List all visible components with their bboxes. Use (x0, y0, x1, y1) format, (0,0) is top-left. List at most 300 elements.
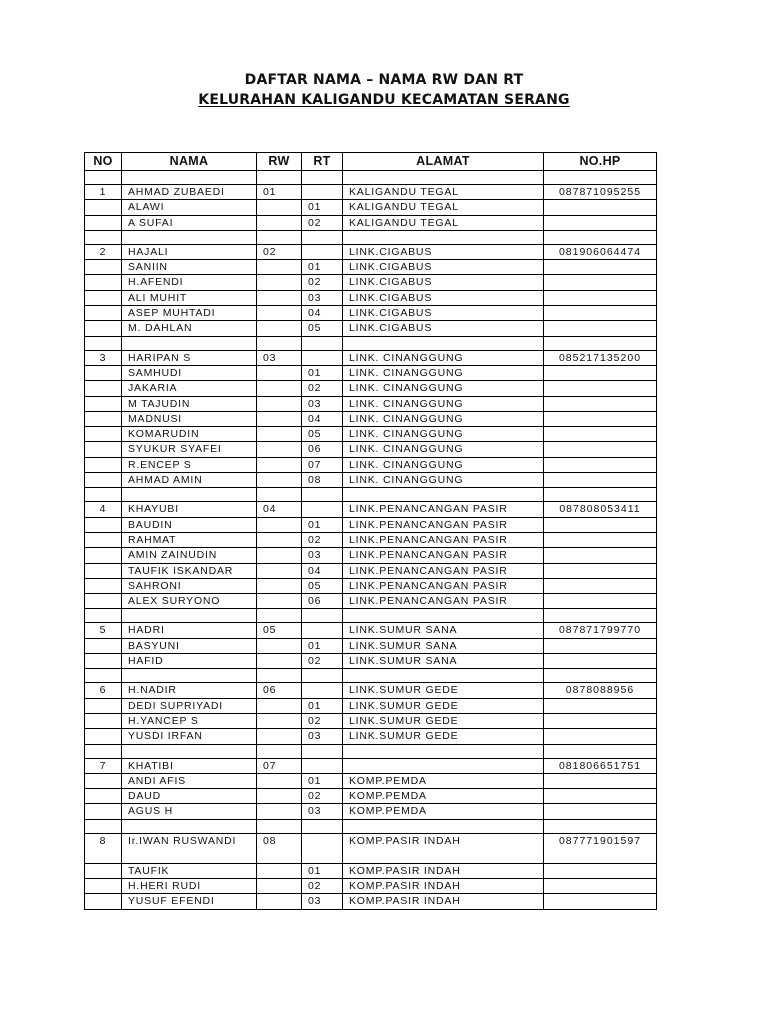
cell-nohp (544, 819, 657, 833)
cell-nama: SAHRONI (122, 578, 257, 593)
cell-rt: 01 (302, 517, 343, 532)
cell-alamat (343, 758, 544, 773)
cell-nama: SYUKUR SYAFEI (122, 442, 257, 457)
cell-no (85, 594, 122, 609)
cell-alamat: KALIGANDU TEGAL (343, 185, 544, 200)
document-title: DAFTAR NAMA – NAMA RW DAN RT (244, 72, 524, 88)
cell-alamat: KALIGANDU TEGAL (343, 215, 544, 230)
table-row (85, 819, 657, 833)
cell-rw (257, 638, 302, 653)
cell-rw (257, 609, 302, 623)
cell-rt (302, 744, 343, 758)
cell-no (85, 698, 122, 713)
table-row (85, 396, 657, 411)
cell-alamat: LINK.PENANCANGAN PASIR (343, 594, 544, 609)
cell-nama: TAUFIK ISKANDAR (122, 563, 257, 578)
cell-nama: TAUFIK (122, 863, 257, 878)
document-subtitle: KELURAHAN KALIGANDU KECAMATAN SERANG (198, 92, 570, 108)
cell-rt: 02 (302, 789, 343, 804)
cell-rt (302, 502, 343, 517)
cell-rt (302, 185, 343, 200)
cell-rt: 04 (302, 563, 343, 578)
cell-rw (257, 427, 302, 442)
cell-alamat: KOMP.PEMDA (343, 789, 544, 804)
cell-nohp: 081806651751 (544, 758, 657, 773)
cell-nama: BAUDIN (122, 517, 257, 532)
cell-no (85, 396, 122, 411)
cell-rw (257, 215, 302, 230)
cell-nohp (544, 275, 657, 290)
cell-alamat: LINK.PENANCANGAN PASIR (343, 578, 544, 593)
cell-nama (122, 336, 257, 350)
cell-nama: H.NADIR (122, 683, 257, 698)
cell-no (85, 654, 122, 669)
cell-rw (257, 442, 302, 457)
table-row (85, 457, 657, 472)
cell-nama: KHAYUBI (122, 502, 257, 517)
cell-alamat: LINK. CINANGGUNG (343, 473, 544, 488)
cell-rt (302, 758, 343, 773)
cell-no (85, 200, 122, 215)
cell-rw (257, 473, 302, 488)
cell-nohp (544, 894, 657, 909)
cell-rw (257, 698, 302, 713)
table-row (85, 290, 657, 305)
cell-nohp (544, 804, 657, 819)
cell-rw (257, 669, 302, 683)
table-row (85, 878, 657, 893)
cell-rt (302, 683, 343, 698)
cell-no (85, 669, 122, 683)
cell-rw (257, 804, 302, 819)
table-row (85, 502, 657, 517)
cell-rt: 06 (302, 442, 343, 457)
cell-no (85, 789, 122, 804)
table-row (85, 609, 657, 623)
cell-no: 5 (85, 623, 122, 638)
table-row (85, 548, 657, 563)
table-header-row (85, 153, 657, 171)
cell-rt: 01 (302, 365, 343, 380)
table-row (85, 744, 657, 758)
header-nohp: NO.HP (544, 153, 657, 171)
cell-nohp (544, 594, 657, 609)
cell-nohp: 087808053411 (544, 502, 657, 517)
cell-no (85, 548, 122, 563)
cell-rw (257, 789, 302, 804)
cell-no (85, 638, 122, 653)
cell-nohp: 087871095255 (544, 185, 657, 200)
cell-nama: A SUFAI (122, 215, 257, 230)
table-row (85, 230, 657, 244)
cell-nama: ANDI AFIS (122, 773, 257, 788)
cell-alamat: LINK.PENANCANGAN PASIR (343, 517, 544, 532)
cell-alamat: LINK.CIGABUS (343, 306, 544, 321)
cell-nama (122, 819, 257, 833)
cell-alamat: LINK.CIGABUS (343, 244, 544, 259)
cell-rt: 08 (302, 473, 343, 488)
cell-rw (257, 594, 302, 609)
table-row (85, 713, 657, 728)
rw-rt-table (84, 152, 657, 910)
cell-nohp (544, 488, 657, 502)
cell-nama (122, 488, 257, 502)
cell-no (85, 804, 122, 819)
cell-no (85, 713, 122, 728)
cell-nohp (544, 260, 657, 275)
cell-alamat: LINK. CINANGGUNG (343, 396, 544, 411)
cell-no (85, 894, 122, 909)
table-row (85, 336, 657, 350)
cell-rw (257, 729, 302, 744)
cell-no (85, 578, 122, 593)
table-row (85, 594, 657, 609)
cell-alamat (343, 488, 544, 502)
cell-nama: KOMARUDIN (122, 427, 257, 442)
cell-alamat: LINK. CINANGGUNG (343, 381, 544, 396)
table-body (85, 171, 657, 910)
table-row (85, 863, 657, 878)
cell-rw (257, 306, 302, 321)
cell-nama: ALEX SURYONO (122, 594, 257, 609)
cell-rw (257, 548, 302, 563)
cell-nama (122, 669, 257, 683)
cell-alamat: LINK.SUMUR GEDE (343, 729, 544, 744)
cell-nohp (544, 713, 657, 728)
cell-rw: 02 (257, 244, 302, 259)
cell-rw: 03 (257, 350, 302, 365)
cell-nama: R.ENCEP S (122, 457, 257, 472)
cell-rt: 02 (302, 215, 343, 230)
cell-rt: 01 (302, 773, 343, 788)
cell-alamat: LINK. CINANGGUNG (343, 442, 544, 457)
cell-nama: AHMAD ZUBAEDI (122, 185, 257, 200)
table-row (85, 669, 657, 683)
cell-alamat: LINK.CIGABUS (343, 290, 544, 305)
cell-no (85, 427, 122, 442)
cell-nama: Ir.IWAN RUSWANDI (122, 833, 257, 863)
cell-nohp (544, 669, 657, 683)
cell-rw (257, 457, 302, 472)
cell-rt: 01 (302, 698, 343, 713)
cell-rw (257, 517, 302, 532)
cell-rw (257, 744, 302, 758)
cell-rw: 07 (257, 758, 302, 773)
table-row (85, 758, 657, 773)
cell-no (85, 773, 122, 788)
cell-nama: H.YANCEP S (122, 713, 257, 728)
table-row (85, 473, 657, 488)
table-row (85, 275, 657, 290)
cell-no (85, 473, 122, 488)
cell-rt: 03 (302, 548, 343, 563)
cell-nama: HAJALI (122, 244, 257, 259)
cell-rw (257, 578, 302, 593)
cell-nohp (544, 698, 657, 713)
table-row (85, 563, 657, 578)
table-row (85, 411, 657, 426)
cell-rt: 02 (302, 878, 343, 893)
cell-rt: 06 (302, 594, 343, 609)
cell-alamat: KOMP.PASIR INDAH (343, 833, 544, 863)
cell-rw: 04 (257, 502, 302, 517)
cell-alamat: KOMP.PEMDA (343, 804, 544, 819)
cell-nama: H.HERI RUDI (122, 878, 257, 893)
cell-nohp (544, 290, 657, 305)
table-row (85, 200, 657, 215)
cell-nama: SANIIN (122, 260, 257, 275)
cell-rt: 03 (302, 729, 343, 744)
cell-no (85, 381, 122, 396)
cell-no (85, 230, 122, 244)
cell-alamat: LINK.SUMUR GEDE (343, 683, 544, 698)
cell-no (85, 365, 122, 380)
cell-rt (302, 833, 343, 863)
cell-no (85, 336, 122, 350)
cell-nohp (544, 215, 657, 230)
table-row (85, 427, 657, 442)
cell-nohp (544, 427, 657, 442)
cell-no (85, 819, 122, 833)
cell-rw: 01 (257, 185, 302, 200)
cell-nama: HARIPAN S (122, 350, 257, 365)
cell-nohp (544, 548, 657, 563)
cell-nama: AMIN ZAINUDIN (122, 548, 257, 563)
cell-alamat: LINK.CIGABUS (343, 275, 544, 290)
cell-alamat: LINK. CINANGGUNG (343, 350, 544, 365)
cell-no: 1 (85, 185, 122, 200)
cell-nohp (544, 230, 657, 244)
cell-no (85, 878, 122, 893)
table-row (85, 171, 657, 185)
table-row (85, 804, 657, 819)
cell-alamat: LINK. CINANGGUNG (343, 457, 544, 472)
cell-rt: 02 (302, 532, 343, 547)
cell-no (85, 729, 122, 744)
cell-nohp (544, 457, 657, 472)
cell-rt (302, 609, 343, 623)
cell-nohp (544, 306, 657, 321)
cell-rw (257, 290, 302, 305)
cell-no (85, 442, 122, 457)
cell-rw: 06 (257, 683, 302, 698)
cell-nohp: 081906064474 (544, 244, 657, 259)
cell-alamat: LINK.PENANCANGAN PASIR (343, 548, 544, 563)
cell-nohp (544, 563, 657, 578)
cell-rw (257, 381, 302, 396)
cell-rt: 01 (302, 863, 343, 878)
cell-alamat: KALIGANDU TEGAL (343, 200, 544, 215)
table-row (85, 789, 657, 804)
cell-rt: 01 (302, 260, 343, 275)
cell-no (85, 260, 122, 275)
cell-no (85, 411, 122, 426)
cell-rt (302, 623, 343, 638)
cell-rt: 04 (302, 411, 343, 426)
cell-nama: YUSDI IRFAN (122, 729, 257, 744)
cell-rt (302, 819, 343, 833)
table-row (85, 578, 657, 593)
cell-alamat: LINK. CINANGGUNG (343, 411, 544, 426)
cell-rt: 01 (302, 638, 343, 653)
cell-no (85, 290, 122, 305)
cell-nohp (544, 638, 657, 653)
cell-rw (257, 713, 302, 728)
cell-nohp: 087771901597 (544, 833, 657, 863)
cell-rw (257, 563, 302, 578)
cell-rt: 04 (302, 306, 343, 321)
cell-nama (122, 609, 257, 623)
cell-nohp (544, 336, 657, 350)
table-row (85, 260, 657, 275)
cell-no (85, 457, 122, 472)
table-row (85, 638, 657, 653)
cell-no (85, 306, 122, 321)
cell-nohp (544, 442, 657, 457)
cell-rw (257, 275, 302, 290)
cell-alamat: KOMP.PASIR INDAH (343, 863, 544, 878)
cell-nohp: 087871799770 (544, 623, 657, 638)
cell-nama: M. DAHLAN (122, 321, 257, 336)
cell-alamat: LINK.PENANCANGAN PASIR (343, 563, 544, 578)
cell-rw (257, 171, 302, 185)
cell-rw (257, 336, 302, 350)
cell-alamat: KOMP.PASIR INDAH (343, 878, 544, 893)
cell-rw: 08 (257, 833, 302, 863)
table-row (85, 365, 657, 380)
cell-rt (302, 350, 343, 365)
cell-no (85, 532, 122, 547)
cell-rt: 02 (302, 713, 343, 728)
cell-nama (122, 171, 257, 185)
table-row (85, 350, 657, 365)
cell-nohp (544, 473, 657, 488)
cell-alamat: LINK.SUMUR SANA (343, 638, 544, 653)
cell-nohp (544, 878, 657, 893)
cell-nohp (544, 578, 657, 593)
cell-alamat: LINK. CINANGGUNG (343, 427, 544, 442)
cell-alamat: LINK.CIGABUS (343, 321, 544, 336)
cell-rt: 03 (302, 290, 343, 305)
cell-no (85, 321, 122, 336)
cell-rt: 03 (302, 894, 343, 909)
cell-nama: KHATIBI (122, 758, 257, 773)
cell-nohp (544, 654, 657, 669)
cell-alamat: LINK.PENANCANGAN PASIR (343, 502, 544, 517)
cell-nama: RAHMAT (122, 532, 257, 547)
cell-nama: HADRI (122, 623, 257, 638)
cell-nama: DEDI SUPRIYADI (122, 698, 257, 713)
cell-no: 6 (85, 683, 122, 698)
cell-rt: 01 (302, 200, 343, 215)
cell-nohp (544, 200, 657, 215)
cell-no (85, 171, 122, 185)
cell-no (85, 517, 122, 532)
cell-nama: ASEP MUHTADI (122, 306, 257, 321)
cell-nohp (544, 789, 657, 804)
cell-alamat: LINK.CIGABUS (343, 260, 544, 275)
cell-rt: 05 (302, 321, 343, 336)
table-row (85, 623, 657, 638)
cell-nama: HAFID (122, 654, 257, 669)
cell-rt (302, 488, 343, 502)
cell-rw (257, 260, 302, 275)
table-row (85, 532, 657, 547)
cell-no: 3 (85, 350, 122, 365)
cell-alamat: LINK.PENANCANGAN PASIR (343, 532, 544, 547)
table-row (85, 306, 657, 321)
cell-rw (257, 230, 302, 244)
header-nama: NAMA (122, 153, 257, 171)
cell-rw (257, 411, 302, 426)
cell-alamat (343, 171, 544, 185)
cell-no (85, 863, 122, 878)
cell-nama: BASYUNI (122, 638, 257, 653)
cell-rt: 02 (302, 275, 343, 290)
cell-nama (122, 744, 257, 758)
cell-rw (257, 819, 302, 833)
cell-nohp (544, 171, 657, 185)
cell-alamat: LINK.SUMUR SANA (343, 623, 544, 638)
cell-rw (257, 396, 302, 411)
table-row (85, 729, 657, 744)
cell-alamat: KOMP.PEMDA (343, 773, 544, 788)
table-row (85, 321, 657, 336)
cell-rw (257, 863, 302, 878)
cell-nama: M TAJUDIN (122, 396, 257, 411)
cell-no (85, 609, 122, 623)
cell-no (85, 275, 122, 290)
cell-rt (302, 244, 343, 259)
cell-nohp (544, 365, 657, 380)
cell-rt (302, 336, 343, 350)
cell-nama: H.AFENDI (122, 275, 257, 290)
cell-nama: ALAWI (122, 200, 257, 215)
cell-nama: JAKARIA (122, 381, 257, 396)
table-row (85, 517, 657, 532)
cell-nama: ALI MUHIT (122, 290, 257, 305)
cell-nohp (544, 609, 657, 623)
cell-nama: SAMHUDI (122, 365, 257, 380)
cell-no: 2 (85, 244, 122, 259)
table-row (85, 683, 657, 698)
table-row (85, 215, 657, 230)
cell-nohp (544, 773, 657, 788)
cell-rw (257, 773, 302, 788)
cell-nama: DAUD (122, 789, 257, 804)
cell-alamat (343, 669, 544, 683)
cell-alamat: LINK. CINANGGUNG (343, 365, 544, 380)
cell-nohp (544, 396, 657, 411)
table-row (85, 698, 657, 713)
header-rt: RT (302, 153, 343, 171)
cell-rt: 02 (302, 654, 343, 669)
cell-nohp (544, 381, 657, 396)
cell-alamat (343, 744, 544, 758)
cell-rt: 03 (302, 804, 343, 819)
cell-nohp (544, 517, 657, 532)
cell-rw (257, 878, 302, 893)
cell-no (85, 744, 122, 758)
cell-alamat: KOMP.PASIR INDAH (343, 894, 544, 909)
cell-nohp (544, 321, 657, 336)
cell-nama: AGUS H (122, 804, 257, 819)
cell-nama: MADNUSI (122, 411, 257, 426)
cell-no (85, 563, 122, 578)
cell-nama: AHMAD AMIN (122, 473, 257, 488)
table-row (85, 185, 657, 200)
cell-rw (257, 894, 302, 909)
